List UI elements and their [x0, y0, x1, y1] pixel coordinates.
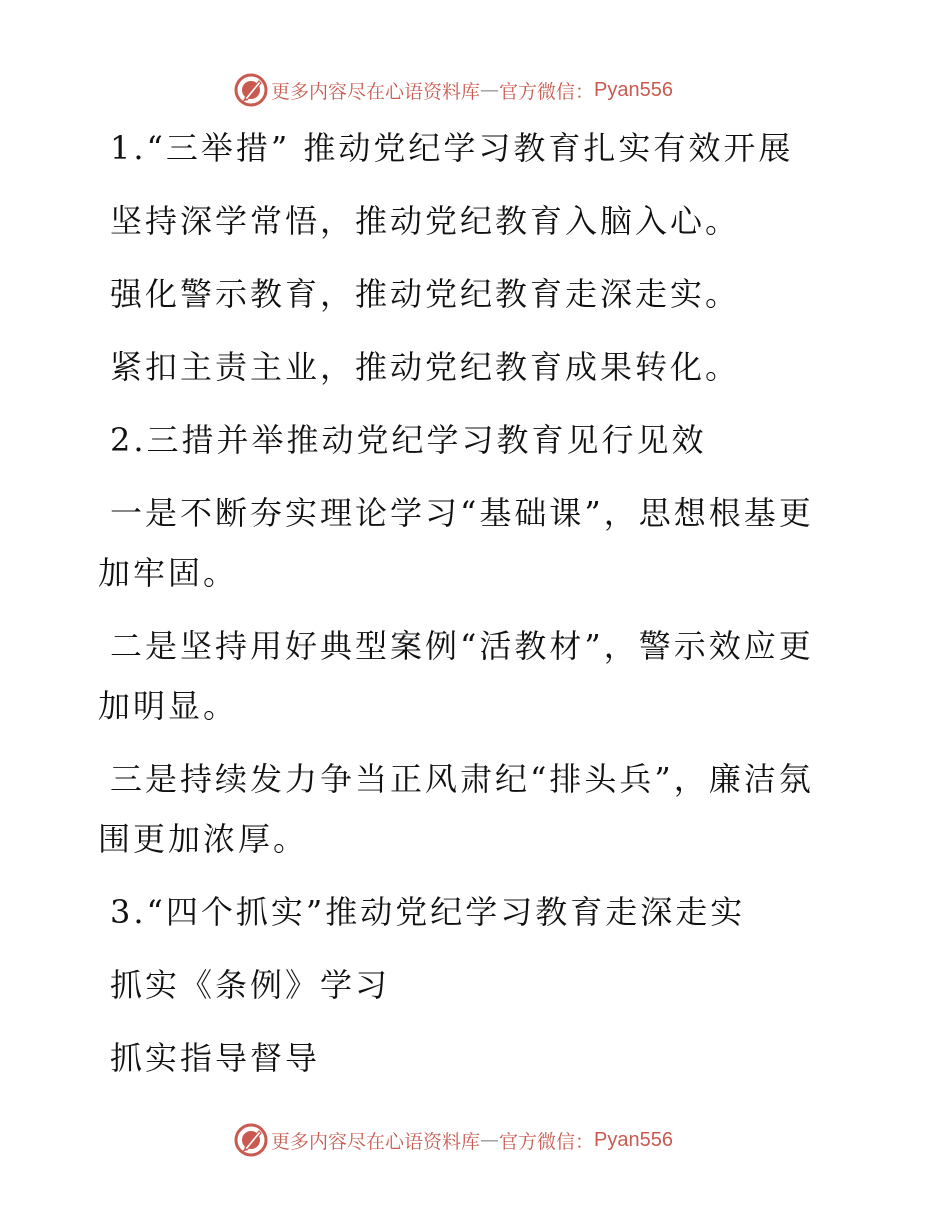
section-2-item-3: 三是持续发力争当正风肃纪“排头兵”，廉洁氛围更加浓厚。 [98, 760, 814, 858]
section-1-item-1: 坚持深学常悟，推动党纪教育入脑入心。 [110, 202, 741, 240]
watermark-text: 更多内容尽在心语资料库 [271, 1130, 481, 1153]
watermark-id: Pyan556 [594, 78, 673, 101]
section-2-item-2: 二是坚持用好典型案例“活教材”，警示效应更加明显。 [98, 627, 814, 725]
watermark-suffix: 官方微信： [499, 1130, 595, 1153]
watermark-id: Pyan556 [594, 1128, 673, 1151]
watermark-separator: — [480, 79, 500, 101]
pen-logo-icon [233, 1122, 269, 1158]
document-body [98, 118, 838, 1088]
watermark-banner-bottom [233, 1120, 673, 1160]
section-heading-3: 3.“四个抓实”推动党纪学习教育走深走实 [110, 893, 746, 931]
section-3-item-1: 抓实《条例》学习 [110, 966, 391, 1004]
watermark-suffix: 官方微信： [499, 80, 595, 103]
section-3-item-2: 抓实指导督导 [110, 1039, 321, 1077]
section-heading-2: 2.三措并举推动党纪学习教育见行见效 [110, 421, 707, 459]
watermark-banner-top [233, 70, 673, 110]
section-1-item-3: 紧扣主责主业，推动党纪教育成果转化。 [110, 348, 741, 386]
pen-logo-icon [233, 72, 269, 108]
section-1-item-2: 强化警示教育，推动党纪教育走深走实。 [110, 275, 741, 313]
watermark-text: 更多内容尽在心语资料库 [271, 80, 481, 103]
watermark-separator: — [480, 1129, 500, 1151]
section-heading-1: 1.“三举措” 推动党纪学习教育扎实有效开展 [110, 129, 794, 167]
section-2-item-1: 一是不断夯实理论学习“基础课”，思想根基更加牢固。 [98, 494, 814, 592]
